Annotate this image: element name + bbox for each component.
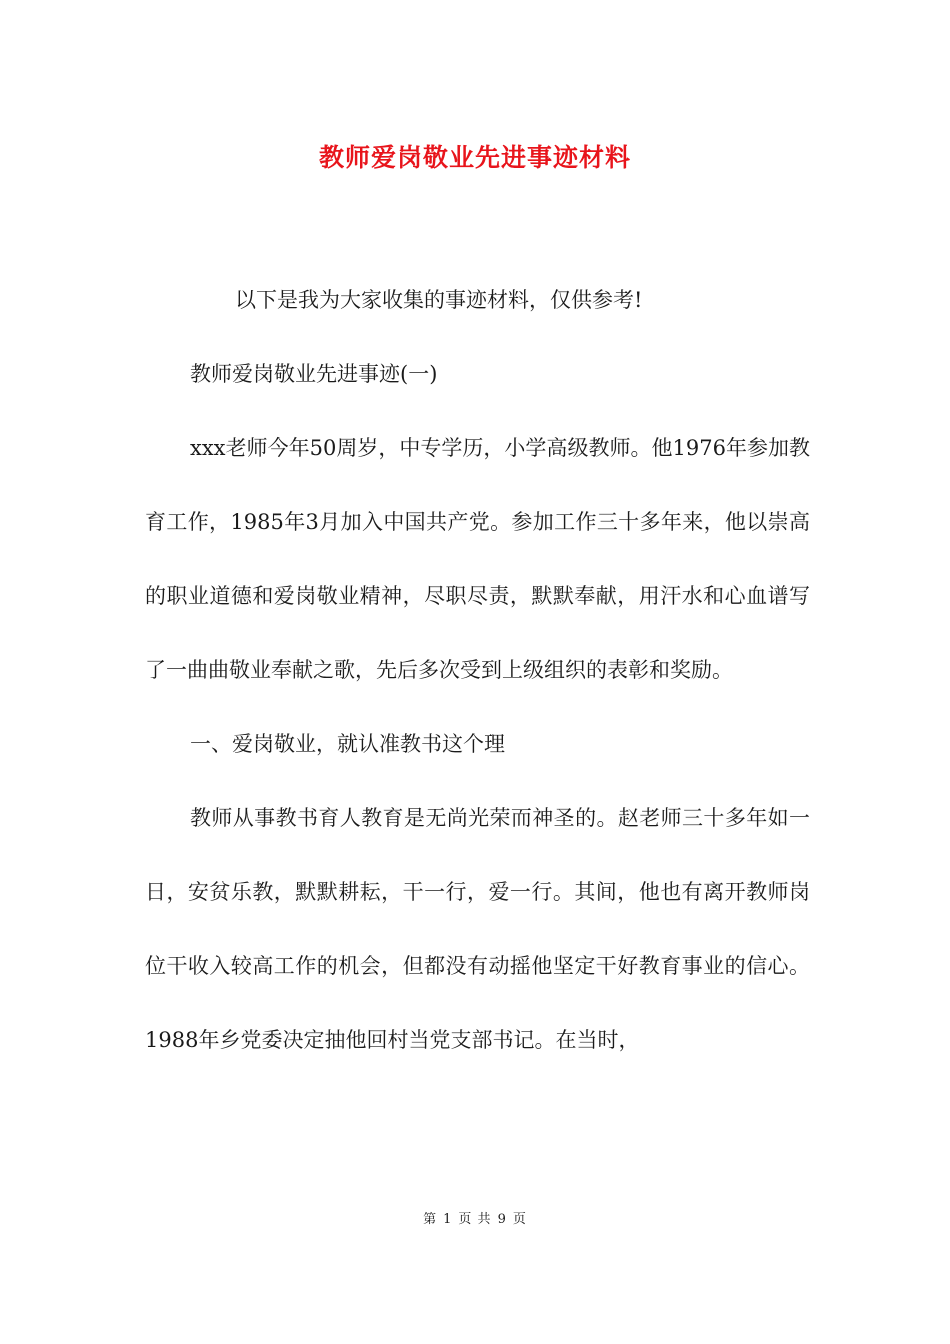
section-heading: 教师爱岗敬业先进事迹(一)	[190, 362, 438, 386]
intro-paragraph: 以下是我为大家收集的事迹材料，仅供参考!	[235, 288, 643, 312]
document-title: 教师爱岗敬业先进事迹材料	[318, 143, 631, 172]
subsection-heading: 一、爱岗敬业，就认准教书这个理	[190, 732, 505, 756]
footer-suffix: 页	[512, 1212, 527, 1227]
page-footer	[0, 1208, 950, 1227]
body-paragraph: 教师从事教书育人教育是无尚光荣而神圣的。赵老师三十多年如一日，安贫乐教，默默耕耘，干一行，爱一行。其间，他也有离开教师岗位干收入较高工作的机会，但都没有动摇他坚定干好教育事业的信心。1988年乡党委决定抽他回村当党支部书记。在当时，	[145, 806, 810, 1052]
body-paragraph: xxx老师今年50周岁，中专学历，小学高级教师。他1976年参加教育工作，1985年3月加入中国共产党。参加工作三十多年来，他以崇高的职业道德和爱岗敬业精神，尽职尽责，默默奉献，用汗水和心血谱写了一曲曲敬业奉献之歌，先后多次受到上级组织的表彰和奖励。	[145, 436, 810, 682]
document-body	[145, 263, 810, 1077]
footer-prefix: 第	[423, 1212, 438, 1227]
footer-total-pages: 9	[497, 1212, 507, 1227]
footer-current-page: 1	[443, 1212, 453, 1227]
footer-mid: 页 共	[458, 1212, 492, 1227]
